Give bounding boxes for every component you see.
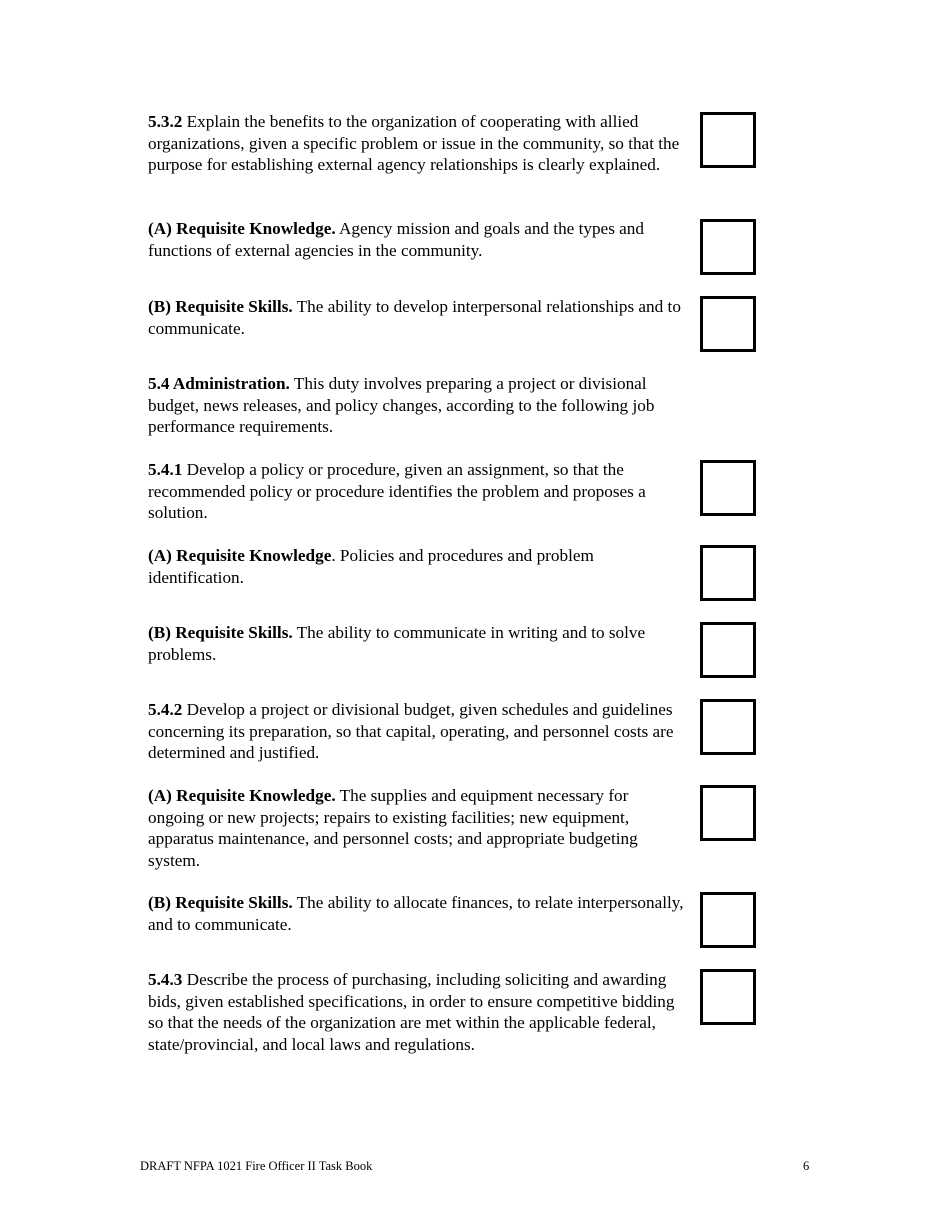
item-text: The ability to communicate in writing and to solve problems. <box>148 623 646 664</box>
item-text: This duty involves preparing a project or divisional budget, news releases, and policy changes, according to the following job performance requirements. <box>148 374 655 436</box>
item-lead: (A) Requisite Knowledge <box>148 546 332 565</box>
signoff-checkbox-5-4-2[interactable] <box>700 699 756 755</box>
item-text: Explain the benefits to the organization of cooperating with allied organizations, given a specific problem or issue in the community, so that the purpose for establishing external agency relationships is clearly explained. <box>148 112 680 174</box>
item-lead: (A) Requisite Knowledge. <box>148 786 336 805</box>
requirement-5-3-2-knowledge <box>148 218 688 261</box>
item-lead: 5.4 Administration. <box>148 374 290 393</box>
signoff-checkbox-5-3-2-skills[interactable] <box>700 296 756 352</box>
signoff-checkbox-5-4-1-skills[interactable] <box>700 622 756 678</box>
signoff-checkbox-5-3-2-knowledge[interactable] <box>700 219 756 275</box>
item-text: The ability to develop interpersonal relationships and to communicate. <box>148 297 681 338</box>
item-text: The supplies and equipment necessary for ongoing or new projects; repairs to existing facilities; new equipment, apparatus maintenance, and personnel costs; and appropriate budgeting system. <box>148 786 638 870</box>
footer-title: DRAFT NFPA 1021 Fire Officer II Task Book <box>140 1159 373 1173</box>
requirement-5-4-1-skills <box>148 622 688 665</box>
requirement-5-4-3 <box>148 969 688 1055</box>
section-5-4-administration <box>148 373 688 438</box>
requirement-5-3-2-skills <box>148 296 688 339</box>
signoff-checkbox-5-4-2-skills[interactable] <box>700 892 756 948</box>
item-lead: 5.3.2 <box>148 112 183 131</box>
requirement-5-4-2-knowledge <box>148 785 688 871</box>
signoff-checkbox-5-4-1[interactable] <box>700 460 756 516</box>
item-lead: (B) Requisite Skills. <box>148 297 293 316</box>
item-lead: (B) Requisite Skills. <box>148 893 293 912</box>
item-text: Describe the process of purchasing, including soliciting and awarding bids, given established specifications, in order to ensure competitive bidding so that the needs of the organization are met within the applicable federal, state/provincial, and local laws and regulations. <box>148 970 675 1054</box>
page-number: 6 <box>803 1159 810 1173</box>
item-lead: (A) Requisite Knowledge. <box>148 219 336 238</box>
signoff-checkbox-5-4-3[interactable] <box>700 969 756 1025</box>
item-lead: 5.4.3 <box>148 970 183 989</box>
requirement-5-4-1 <box>148 459 688 524</box>
item-lead: 5.4.2 <box>148 700 183 719</box>
requirement-5-4-1-knowledge <box>148 545 688 588</box>
requirement-5-4-2 <box>148 699 688 764</box>
signoff-checkbox-5-4-2-knowledge[interactable] <box>700 785 756 841</box>
item-text: The ability to allocate finances, to relate interpersonally, and to communicate. <box>148 893 684 934</box>
signoff-checkbox-5-4-1-knowledge[interactable] <box>700 545 756 601</box>
item-text: Develop a policy or procedure, given an assignment, so that the recommended policy or procedure identifies the problem and proposes a solution. <box>148 460 646 522</box>
item-lead: 5.4.1 <box>148 460 183 479</box>
item-text: . Policies and procedures and problem identification. <box>148 546 594 587</box>
signoff-checkbox-5-3-2[interactable] <box>700 112 756 168</box>
item-lead: (B) Requisite Skills. <box>148 623 293 642</box>
item-text: Develop a project or divisional budget, given schedules and guidelines concerning its preparation, so that capital, operating, and personnel costs are determined and justified. <box>148 700 674 762</box>
requirement-5-3-2 <box>148 111 688 176</box>
item-text: Agency mission and goals and the types and functions of external agencies in the community. <box>148 219 644 260</box>
requirement-5-4-2-skills <box>148 892 688 935</box>
